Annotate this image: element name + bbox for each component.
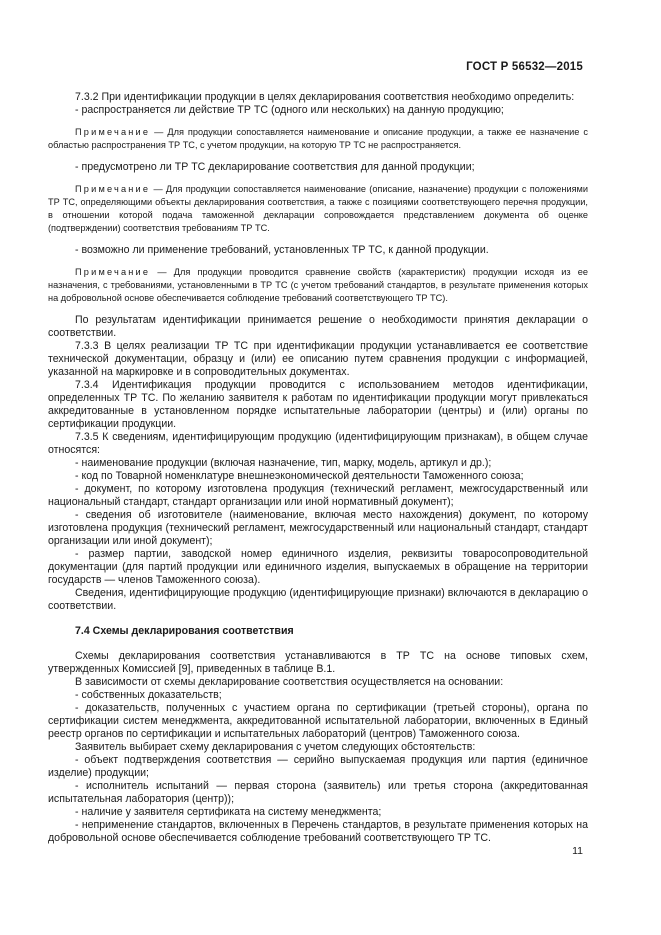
- list-item: - сведения об изготовителе (наименование, включая место нахождения) документ, по которому изготовлена продукция (технический регламент, межгосударственный или национальный стандарт, стандарт организации или иной документ);: [48, 509, 588, 547]
- clause-7-3-5: 7.3.5 К сведениям, идентифицирующим продукцию (идентифицирующим признакам), в общем случае относятся:: [48, 431, 588, 456]
- standard-designation: ГОСТ Р 56532—2015: [466, 61, 583, 73]
- clause-7-3-3: 7.3.3 В целях реализации ТР ТС при идентификации продукции устанавливается ее соответствие технической документации, образцу и (или) ее описанию путем сравнения продукции с информацией, указанной на маркировке и в сопроводительных документах.: [48, 340, 588, 378]
- list-item: - неприменение стандартов, включенных в Перечень стандартов, в результате применения которых на добровольной основе обеспечивается соблюдение требований соответствующего ТР ТС.: [48, 819, 588, 844]
- list-item: - объект подтверждения соответствия — серийно выпускаемая продукция или партия (единичное изделие) продукции;: [48, 754, 588, 779]
- section-heading: 7.4 Схемы декларирования соответствия: [75, 625, 294, 637]
- clause-7-3-4: 7.3.4 Идентификация продукции проводится с использованием методов идентификации, определенных ТР ТС. По желанию заявителя к работам по идентификации продукции могут привлекаться аккредитованные в установленном порядке испытательные лаборатории (центры) и (или) органы по сертификации продукции.: [48, 379, 588, 430]
- note-3: [48, 266, 588, 305]
- list-item: - исполнитель испытаний — первая сторона (заявитель) или третья сторона (аккредитованная испытательная лаборатория (центр));: [48, 780, 588, 805]
- page-body: [48, 91, 588, 845]
- list-item: - доказательств, полученных с участием органа по сертификации (третьей стороны), органа по сертификации систем менеджмента, аккредитованной испытательной лаборатории, включенных в Единый реестр органов по сертификации и испытательных лабораторий (центров) Таможенного союза.: [48, 702, 588, 740]
- paragraph: По результатам идентификации принимается решение о необходимости принятия декларации о соответствии.: [48, 314, 588, 339]
- paragraph: Схемы декларирования соответствия устанавливаются в ТР ТС на основе типовых схем, утвержденных Комиссией [9], приведенных в таблице В.1.: [48, 650, 588, 675]
- note-text: — Для продукции сопоставляется наименование и описание продукции, а также ее назначение с областью распространения ТР ТС, с учетом продукции, на которую ТР ТС не распространяется.: [48, 127, 588, 150]
- clause-7-3-2: 7.3.2 При идентификации продукции в целях декларирования соответствия необходимо определить:: [75, 91, 575, 103]
- paragraph: В зависимости от схемы декларирование соответствия осуществляется на основании:: [75, 676, 504, 688]
- note-1: [48, 126, 588, 152]
- paragraph: Сведения, идентифицирующие продукцию (идентифицирующие признаки) включаются в декларацию о соответствии.: [48, 587, 588, 612]
- page-number: 11: [572, 845, 583, 857]
- list-item: - распространяется ли действие ТР ТС (одного или нескольких) на данную продукцию;: [75, 104, 504, 116]
- list-item: - код по Товарной номенклатуре внешнеэкономической деятельности Таможенного союза;: [75, 470, 524, 482]
- list-item: - наличие у заявителя сертификата на систему менеджмента;: [75, 806, 382, 818]
- list-item: - предусмотрено ли ТР ТС декларирование соответствия для данной продукции;: [75, 161, 475, 173]
- paragraph: Заявитель выбирает схему декларирования с учетом следующих обстоятельств:: [75, 741, 476, 753]
- list-item: - документ, по которому изготовлена продукция (технический регламент, межгосударственный или национальный стандарт, стандарт организации или иной нормативный документ);: [48, 483, 588, 508]
- note-label: Примечание: [75, 184, 151, 194]
- note-text: — Для продукции проводится сравнение свойств (характеристик) продукции исходя из ее назначения, с требованиями, установленными в ТР ТС (с учетом требований стандартов, в результате применения которых на добровольной основе обеспечивается соблюдение требований соответствующего ТР ТС).: [48, 267, 588, 303]
- note-label: Примечание: [75, 127, 151, 137]
- list-item: - размер партии, заводской номер единичного изделия, реквизиты товаросопроводительной документации (для партий продукции или единичного изделия, выпускаемых в обращение на территории государств — членов Таможенного союза).: [48, 548, 588, 586]
- list-item: - наименование продукции (включая назначение, тип, марку, модель, артикул и др.);: [75, 457, 492, 469]
- note-2: [48, 183, 588, 235]
- note-label: Примечание: [75, 267, 151, 277]
- list-item: - возможно ли применение требований, установленных ТР ТС, к данной продукции.: [75, 244, 489, 256]
- list-item: - собственных доказательств;: [75, 689, 222, 701]
- note-text: — Для продукции сопоставляется наименование (описание, назначение) продукции с положениями ТР ТС, определяющими объекты декларирования соответствия, а также с позициями соответствующего перечня продукции, в отношении которой подача таможенной декларации сопровождается представлением документа об оценке (подтверждении) соответствия требованиям ТР ТС.: [48, 184, 588, 233]
